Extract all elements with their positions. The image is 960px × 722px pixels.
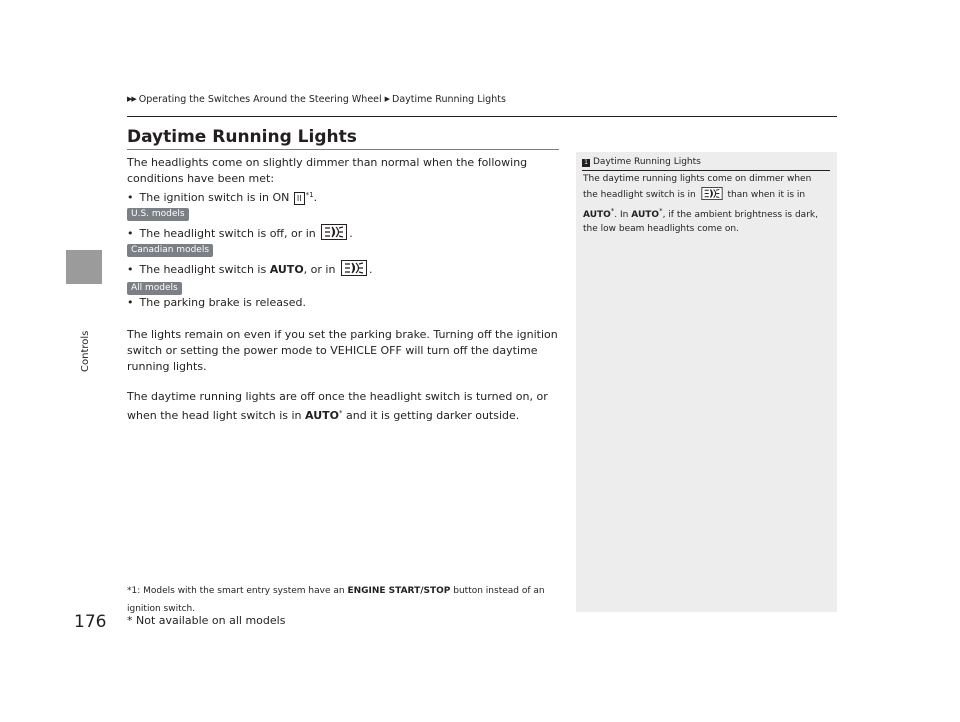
not-available-ref[interactable]: * (338, 409, 343, 417)
daytime-light-icon (321, 224, 347, 245)
bullet-icon: • (127, 263, 134, 276)
reference-marker-icon: 1 (582, 159, 590, 167)
sidebar-section-label: Controls (80, 330, 91, 372)
intro-paragraph: The headlights come on slightly dimmer than normal when the following conditions have been met: (127, 156, 528, 185)
daytime-light-icon (701, 187, 723, 206)
model-tag-all: All models (127, 282, 182, 295)
section-title: Daytime Running Lights (127, 127, 357, 147)
daytime-light-icon (341, 260, 367, 281)
top-divider (127, 116, 837, 117)
side-note-title: 1 Daytime Running Lights (582, 157, 701, 167)
breadcrumb-arrow-icon: ▶▶ (127, 95, 136, 103)
key-position-box: II (294, 192, 305, 205)
side-note-text: The daytime running lights come on dimmer when the headlight switch is in than when it is in AUTO*. In AUTO*, if the ambient brightness is dark, the low beam headlights come on. (583, 174, 818, 234)
footnote: *1: Models with the smart entry system have an ENGINE START/STOP button instead of an ignition switch. (127, 586, 545, 614)
breadcrumb-arrow-icon: ▶ (384, 95, 390, 103)
breadcrumb-item[interactable]: Operating the Switches Around the Steering Wheel (138, 94, 382, 105)
bullet-canada: • The headlight switch is AUTO, or in . (127, 260, 372, 281)
paragraph-lights-remain: The lights remain on even if you set the parking brake. Turning off the ignition switch or setting the power mode to VEHICLE OFF will turn off the daytime running lights. (127, 328, 558, 373)
availability-note: * Not available on all models (127, 614, 286, 627)
bullet-ignition: • The ignition switch is in ON II $^{*1}$. (127, 191, 318, 204)
breadcrumb-item[interactable]: Daytime Running Lights (392, 94, 506, 105)
bullet-us: • The headlight switch is off, or in . (127, 224, 353, 245)
bullet-icon: • (127, 296, 134, 309)
model-tag-canada: Canadian models (127, 244, 213, 257)
sidebar-tab (66, 250, 102, 284)
page-number: 176 (74, 612, 107, 632)
bullet-all: • The parking brake is released. (127, 296, 306, 309)
title-divider (127, 149, 559, 150)
model-tag-us: U.S. models (127, 208, 189, 221)
breadcrumb (127, 94, 506, 105)
bullet-icon: • (127, 227, 134, 240)
side-note-divider (582, 170, 830, 171)
paragraph-lights-off: The daytime running lights are off once the headlight switch is turned on, or when the head light switch is in AUTO* and it is getting darker outside. (127, 390, 548, 422)
footnote-ref[interactable]: *1 (305, 191, 314, 199)
bullet-icon: • (127, 191, 134, 204)
